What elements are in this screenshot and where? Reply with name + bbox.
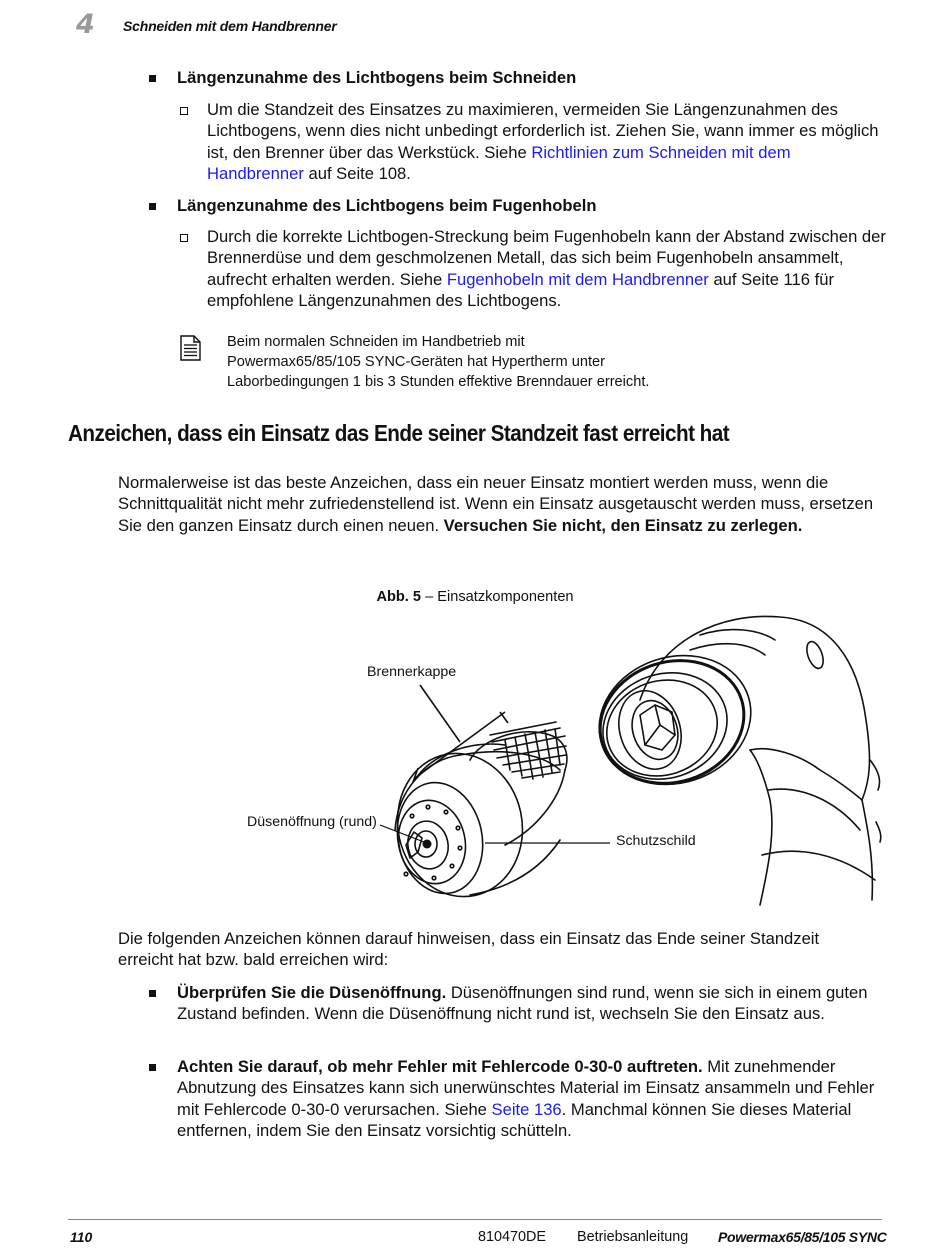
body-text: Um die Standzeit des Einsatzes zu maximieren, vermeiden Sie Längenzunahmen des Lichtbogens, wenn dies nicht unbedingt erforderlich ist. Ziehen Sie, wann immer es möglich ist, den Brenner über das Werkstück. Siehe <box>207 100 879 162</box>
product-name: Powermax65/85/105 SYNC <box>718 1229 887 1245</box>
note-line: Powermax65/85/105 SYNC-Geräten hat Hypertherm unter <box>227 354 605 371</box>
body-text-bold: Versuchen Sie nicht, den Einsatz zu zerlegen. <box>443 515 803 535</box>
list-item-text <box>207 226 887 311</box>
list-item-title: Längenzunahme des Lichtbogens beim Fugenhobeln <box>177 196 597 215</box>
cross-reference-link[interactable]: Fugenhobeln mit dem Handbrenner <box>446 269 709 289</box>
note-document-icon <box>180 335 202 361</box>
bullet-box-icon <box>180 107 188 115</box>
note-line: Beim normalen Schneiden im Handbetrieb mit <box>227 334 525 350</box>
page-number: 110 <box>70 1229 93 1245</box>
signs-intro: Die folgenden Anzeichen können darauf hinweisen, dass ein Einsatz das Ende seiner Standzeit erreicht hat bzw. bald erreichen wird: <box>118 929 820 970</box>
body-text: . Manchmal können Sie dieses Material entfernen, indem Sie den Einsatz vorsichtig schütteln. <box>177 1099 852 1140</box>
label-orifice: Düsenöffnung (rund) <box>247 814 377 830</box>
label-cap: Brennerkappe <box>367 664 457 680</box>
figure-number: Abb. 5 <box>376 589 422 605</box>
bullet-box-icon <box>180 234 188 242</box>
figure-title: – Einsatzkomponenten <box>421 589 574 605</box>
intro-paragraph <box>118 472 878 536</box>
body-text: Durch die korrekte Lichtbogen-Streckung beim Fugenhobeln kann der Abstand zwischen der Brennerdüse und dem geschmolzenen Metall, das sich beim Fugenhobeln ansammelt, aufrecht erhalten werden. Siehe <box>207 227 886 289</box>
footer-divider <box>68 1219 882 1220</box>
figure-caption <box>0 589 950 605</box>
bullet-square-icon <box>149 990 156 997</box>
note-line: Laborbedingungen 1 bis 3 Stunden effektive Brenndauer erreicht. <box>227 374 650 391</box>
page-link[interactable]: Seite 136 <box>491 1099 562 1119</box>
manual-type: Betriebsanleitung <box>577 1229 689 1245</box>
bullet-square-icon <box>149 1064 156 1071</box>
chapter-number: 4 <box>76 9 95 40</box>
note-text <box>227 332 747 393</box>
body-text: Mit zunehmender Abnutzung des Einsatzes kann sich unerwünschtes Material im Einsatz ansammeln und Fehler mit Fehlercode 0-30-0 verursachen. Siehe <box>177 1057 875 1119</box>
consumable-illustration <box>240 610 890 915</box>
list-item-title: Achten Sie darauf, ob mehr Fehler mit Fehlercode 0-30-0 auftreten. <box>177 1057 703 1076</box>
body-text: Düsenöffnungen sind rund, wenn sie sich in einem guten Zustand befinden. Wenn die Düsenöffnung nicht rund ist, wechseln Sie den Einsatz aus. <box>177 983 868 1024</box>
label-shield: Schutzschild <box>616 833 696 849</box>
body-text: auf Seite 116 für empfohlene Längenzunahmen des Lichtbogens. <box>207 269 834 310</box>
chapter-title: Schneiden mit dem Handbrenner <box>123 18 337 34</box>
cross-reference-link[interactable]: Richtlinien zum Schneiden mit dem Handbrenner <box>207 142 791 183</box>
document-number: 810470DE <box>478 1229 547 1245</box>
list-item <box>177 1056 887 1141</box>
section-heading: Anzeichen, dass ein Einsatz das Ende seiner Standzeit fast erreicht hat <box>68 420 730 446</box>
list-item-title: Überprüfen Sie die Düsenöffnung. <box>177 983 447 1002</box>
list-item-title: Längenzunahme des Lichtbogens beim Schneiden <box>177 68 577 87</box>
list-item-text <box>207 99 887 184</box>
body-text: auf Seite 108. <box>303 163 411 183</box>
bullet-square-icon <box>149 75 156 82</box>
list-item <box>177 982 887 1025</box>
bullet-square-icon <box>149 203 156 210</box>
body-text: Normalerweise ist das beste Anzeichen, dass ein neuer Einsatz montiert werden muss, wenn die Schnittqualität nicht mehr zufriedenstellend ist. Wenn ein Einsatz ausgetauscht werden muss, ersetzen Sie den ganzen Einsatz durch einen neuen. <box>118 473 874 535</box>
